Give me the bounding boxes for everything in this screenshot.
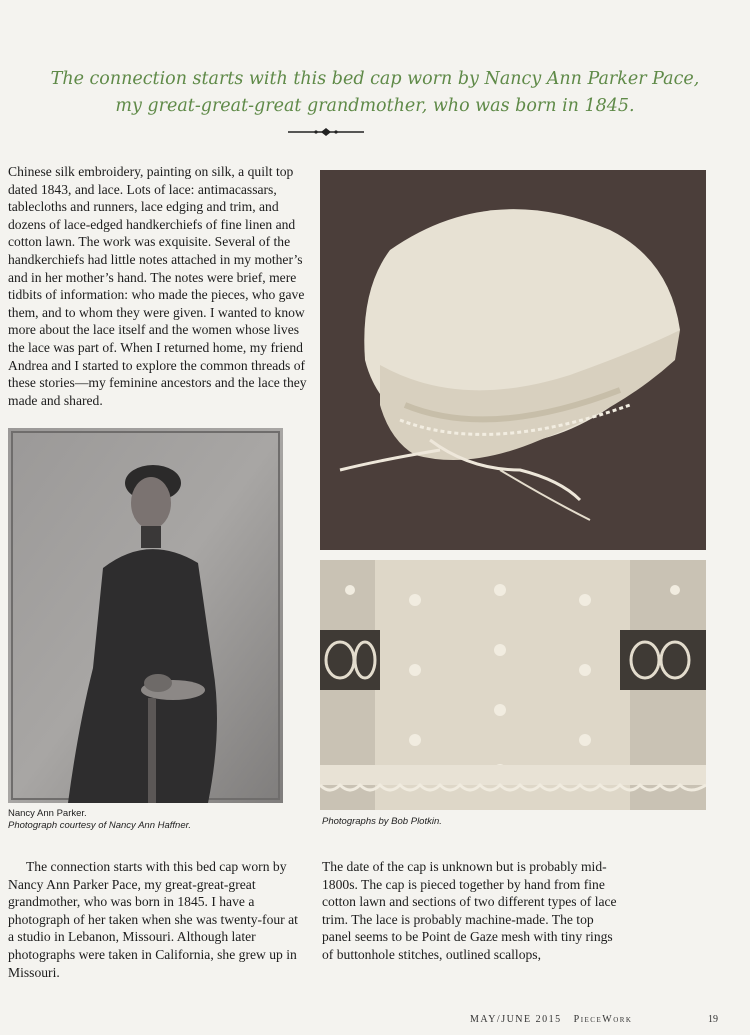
photos-caption: Photographs by Bob Plotkin. — [322, 816, 442, 827]
portrait-caption-credit: Photograph courtesy of Nancy Ann Haffner. — [8, 820, 192, 831]
bed-cap-photo — [320, 170, 706, 550]
pull-quote-line-1: The connection starts with this bed cap worn by Nancy Ann Parker Pace, — [50, 69, 700, 89]
footer-publication: PieceWork — [573, 1014, 633, 1025]
portrait-caption — [8, 808, 288, 832]
lace-detail-photo — [320, 560, 706, 810]
body-paragraph-2: The connection starts with this bed cap worn by Nancy Ann Parker Pace, my great-great-great grandmother, who was born in 1845. I have a photograph of her taken when she was twenty-four at a studio in Lebanon, Missouri. Although later photographs were taken in California, she grew up in Missouri. — [8, 859, 298, 980]
page-number: 19 — [708, 1014, 718, 1025]
pull-quote — [20, 66, 730, 120]
pull-quote-line-2: my great-great-great grandmother, who was born in 1845. — [115, 96, 635, 116]
footer-year: 2015 — [535, 1014, 562, 1025]
body-paragraph-3: The date of the cap is unknown but is probably mid-1800s. The cap is pieced together by hand from fine cotton lawn and sections of two different types of lace trim. The lace is probably machine-made. The top panel seems to be Point de Gaze mesh with tiny rings of buttonhole stitches, outlined scallops, — [322, 859, 617, 962]
divider-ornament — [288, 127, 364, 137]
portrait-photo — [8, 428, 283, 803]
page-footer — [470, 1014, 720, 1025]
footer-issue: MAY/JUNE — [470, 1014, 532, 1025]
portrait-caption-name: Nancy Ann Parker. — [8, 808, 87, 819]
body-paragraph-1: Chinese silk embroidery, painting on silk, a quilt top dated 1843, and lace. Lots of lace: antimacassars, tablecloths and runners, lace edging and trim, and dozens of lace-edged handkerchiefs of fine linen and cotton lawn. The work was exquisite. Several of the handkerchiefs had little notes attached in my mother’s and in her mother’s hand. The notes were brief, mere tidbits of information: who made the pieces, who gave them, and to whom they were given. I wanted to know more about the lace itself and the women whose lives the lace was part of. When I returned home, my friend Andrea and I started to explore the common threads of these stories—my feminine ancestors and the lace they made and shared. — [8, 164, 307, 408]
